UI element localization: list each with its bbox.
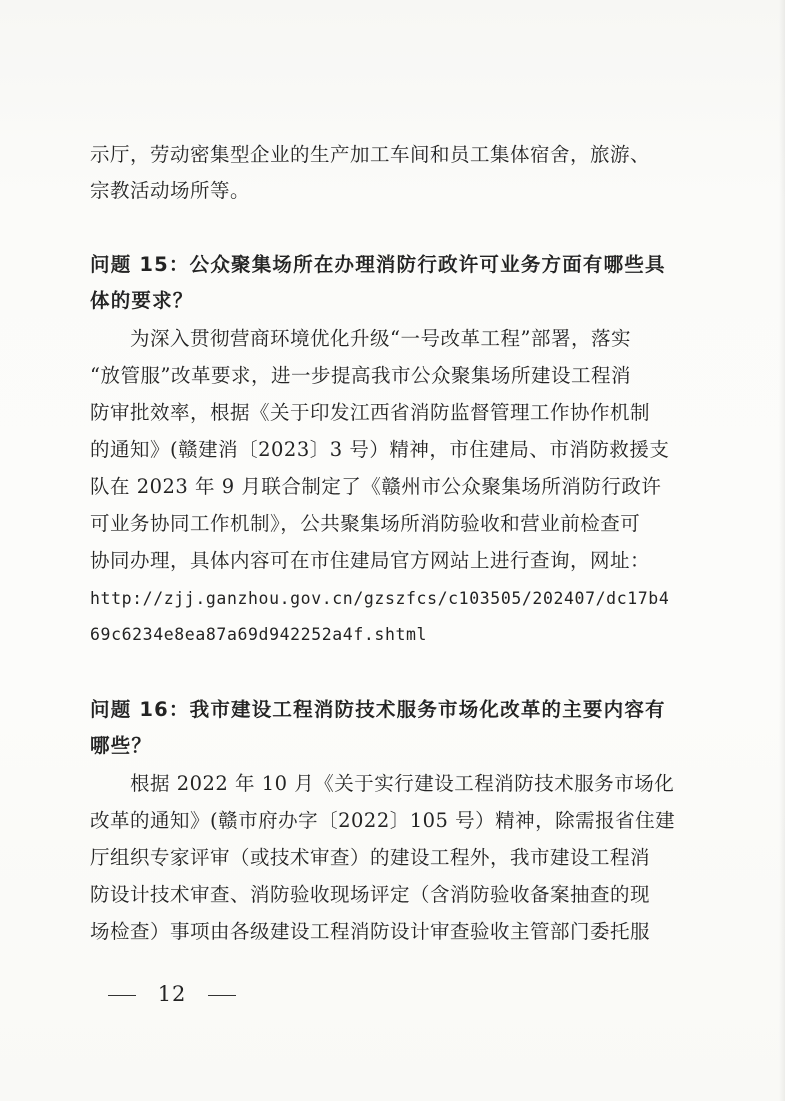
q15-heading-line-1: 问题 15：公众聚集场所在办理消防行政许可业务方面有哪些具 [90, 253, 666, 276]
q16-body-line-5: 场检查）事项由各级建设工程消防设计审查验收主管部门委托服 [90, 920, 651, 943]
page-number: 12 [157, 982, 187, 1006]
q15-body-line-4: 的通知》(赣建消〔2023〕3 号）精神，市住建局、市消防救援支 [90, 438, 670, 461]
footer-dash-left [108, 995, 136, 996]
q15-body-line-3: 防审批效率，根据《关于印发江西省消防监督管理工作协作机制 [90, 401, 651, 424]
q15-body-line-6: 可业务协同工作机制》，公共聚集场所消防验收和营业前检查可 [90, 512, 641, 535]
q16-heading-line-2: 哪些？ [90, 734, 153, 757]
q15-body-line-7: 协同办理，具体内容可在市住建局官方网站上进行查询，网址： [90, 549, 651, 572]
q15-body-line-5: 队在 2023 年 9 月联合制定了《赣州市公众聚集场所消防行政许 [90, 475, 662, 498]
page-edge-shadow [779, 0, 785, 1101]
q16-heading-line-1: 问题 16：我市建设工程消防技术服务市场化改革的主要内容有 [90, 698, 666, 721]
q15-url-line-2: 69c6234e8ea87a69d942252a4f.shtml [90, 625, 428, 644]
q15-body-line-1: 为深入贯彻营商环境优化升级“一号改革工程”部署，落实 [130, 327, 631, 350]
page-footer [94, 982, 250, 1006]
intro-line-2: 宗教活动场所等。 [90, 179, 251, 202]
q15-url-line-1: http://zjj.ganzhou.gov.cn/gzszfcs/c103505/202407/dc17b4 [90, 589, 670, 608]
q16-body-line-1: 根据 2022 年 10 月《关于实行建设工程消防技术服务市场化 [130, 772, 675, 795]
q16-body-line-2: 改革的通知》(赣市府办字〔2022〕105 号）精神，除需报省住建 [90, 809, 676, 832]
q15-body-line-2: “放管服”改革要求，进一步提高我市公众聚集场所建设工程消 [90, 364, 631, 387]
q15-heading-line-2: 体的要求？ [90, 289, 194, 312]
intro-line-1: 示厅，劳动密集型企业的生产加工车间和员工集体宿舍，旅游、 [90, 143, 651, 166]
q16-body-line-4: 防设计技术审查、消防验收现场评定（含消防验收备案抽查的现 [90, 883, 651, 906]
footer-dash-right [208, 995, 236, 996]
q16-body-line-3: 厅组织专家评审（或技术审查）的建设工程外，我市建设工程消 [90, 846, 651, 869]
